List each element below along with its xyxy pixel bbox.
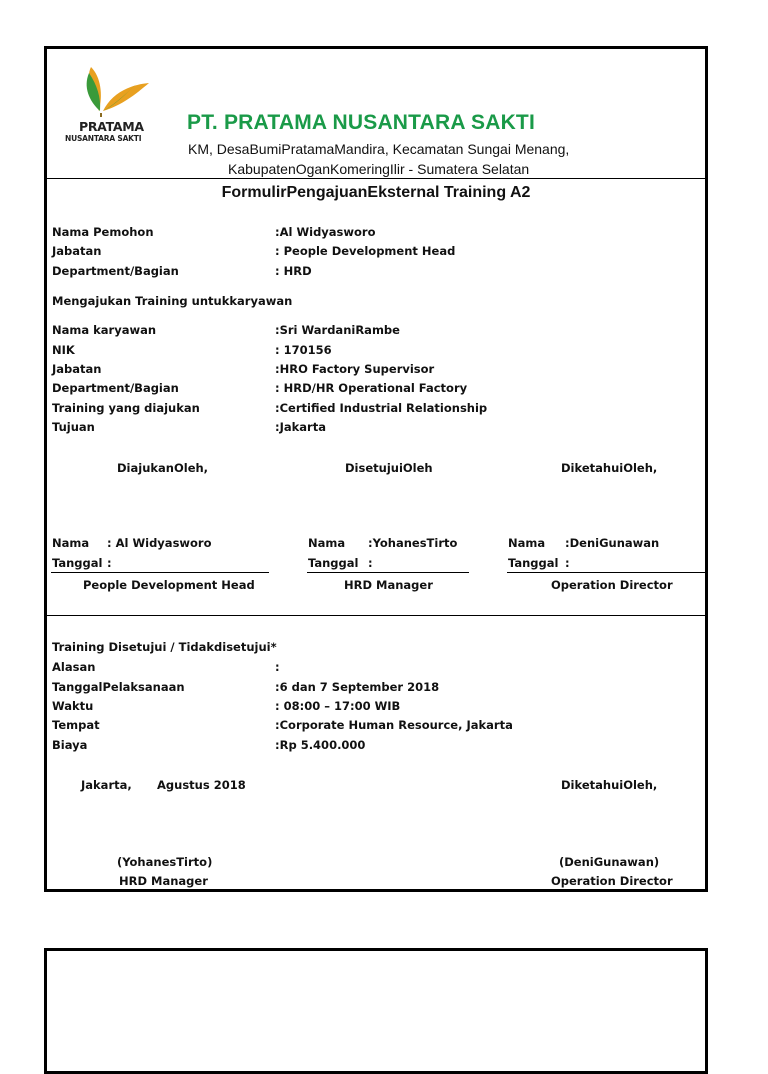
logo-brand-line1: PRATAMA (79, 119, 144, 134)
final-signer-left-title: HRD Manager (119, 874, 208, 888)
employee-position-value: :HRO Factory Supervisor (275, 362, 435, 376)
logo-brand-line2: NUSANTARA SAKTI (65, 134, 142, 143)
address-line-1: KM, DesaBumiPratamaMandira, Kecamatan Sungai Menang, (188, 141, 570, 157)
venue-label: Tempat (52, 718, 100, 732)
divider (47, 178, 705, 179)
sig3-date-value: : (565, 556, 570, 570)
destination-value: :Jakarta (275, 420, 326, 434)
reason-label: Alasan (52, 660, 96, 674)
sig2-underline (307, 572, 469, 573)
applicant-name-label: Nama Pemohon (52, 225, 154, 239)
final-signer-right-name: (DeniGunawan) (559, 855, 660, 869)
sig2-name-label: Nama (308, 536, 346, 550)
sig1-name-label: Nama (52, 536, 90, 550)
company-name: PT. PRATAMA NUSANTARA SAKTI (187, 111, 535, 134)
cost-label: Biaya (52, 738, 88, 752)
training-requested-value: :Certified Industrial Relationship (275, 401, 488, 415)
sig3-underline (507, 572, 705, 573)
employee-position-label: Jabatan (52, 362, 102, 376)
final-signer-right-title: Operation Director (551, 874, 673, 888)
sig1-position: People Development Head (83, 578, 255, 592)
applicant-department-label: Department/Bagian (52, 264, 179, 278)
sig3-date-label: Tanggal (508, 556, 559, 570)
sig3-name-label: Nama (508, 536, 546, 550)
sig2-name-value: :YohanesTirto (368, 536, 458, 550)
applicant-department-value: : HRD (275, 264, 312, 278)
applicant-name-value: :Al Widyasworo (275, 225, 376, 239)
address-line-2: KabupatenOganKomeringIlir - Sumatera Selatan (228, 161, 530, 177)
next-page-frame (44, 948, 708, 1074)
applicant-position-label: Jabatan (52, 244, 102, 258)
sig1-date-value: : (107, 556, 112, 570)
training-requested-label: Training yang diajukan (52, 401, 200, 415)
employee-name-label: Nama karyawan (52, 323, 157, 337)
acknowledged-by-heading: DiketahuiOleh, (561, 461, 658, 475)
company-logo (53, 57, 153, 152)
sig1-name-value: : Al Widyasworo (107, 536, 212, 550)
execution-date-label: TanggalPelaksanaan (52, 680, 185, 694)
employee-department-value: : HRD/HR Operational Factory (275, 381, 468, 395)
sign-date: Agustus 2018 (157, 778, 246, 792)
destination-label: Tujuan (52, 420, 95, 434)
submitted-by-heading: DiajukanOleh, (117, 461, 209, 475)
employee-name-value: :Sri WardaniRambe (275, 323, 400, 337)
sig2-date-label: Tanggal (308, 556, 359, 570)
approval-status: Training Disetujui / Tidakdisetujui* (52, 640, 277, 654)
cost-value: :Rp 5.400.000 (275, 738, 366, 752)
sig1-date-label: Tanggal (52, 556, 103, 570)
training-request-form (44, 46, 708, 892)
execution-date-value: :6 dan 7 September 2018 (275, 680, 440, 694)
sign-place: Jakarta, (81, 778, 132, 792)
applicant-position-value: : People Development Head (275, 244, 456, 258)
employee-nik-label: NIK (52, 343, 75, 357)
time-value: : 08:00 – 17:00 WIB (275, 699, 401, 713)
reason-value: : (275, 660, 280, 674)
sig2-date-value: : (368, 556, 373, 570)
time-label: Waktu (52, 699, 94, 713)
employee-nik-value: : 170156 (275, 343, 332, 357)
venue-value: :Corporate Human Resource, Jakarta (275, 718, 513, 732)
sig3-name-value: :DeniGunawan (565, 536, 660, 550)
divider (47, 615, 705, 616)
request-line: Mengajukan Training untukkaryawan (52, 294, 293, 308)
employee-department-label: Department/Bagian (52, 381, 179, 395)
sig3-position: Operation Director (551, 578, 673, 592)
final-acknowledged-heading: DiketahuiOleh, (561, 778, 658, 792)
sig1-underline (51, 572, 269, 573)
final-signer-left-name: (YohanesTirto) (117, 855, 213, 869)
sig2-position: HRD Manager (344, 578, 433, 592)
form-title: FormulirPengajuanEksternal Training A2 (221, 184, 531, 201)
approved-by-heading: DisetujuiOleh (345, 461, 433, 475)
